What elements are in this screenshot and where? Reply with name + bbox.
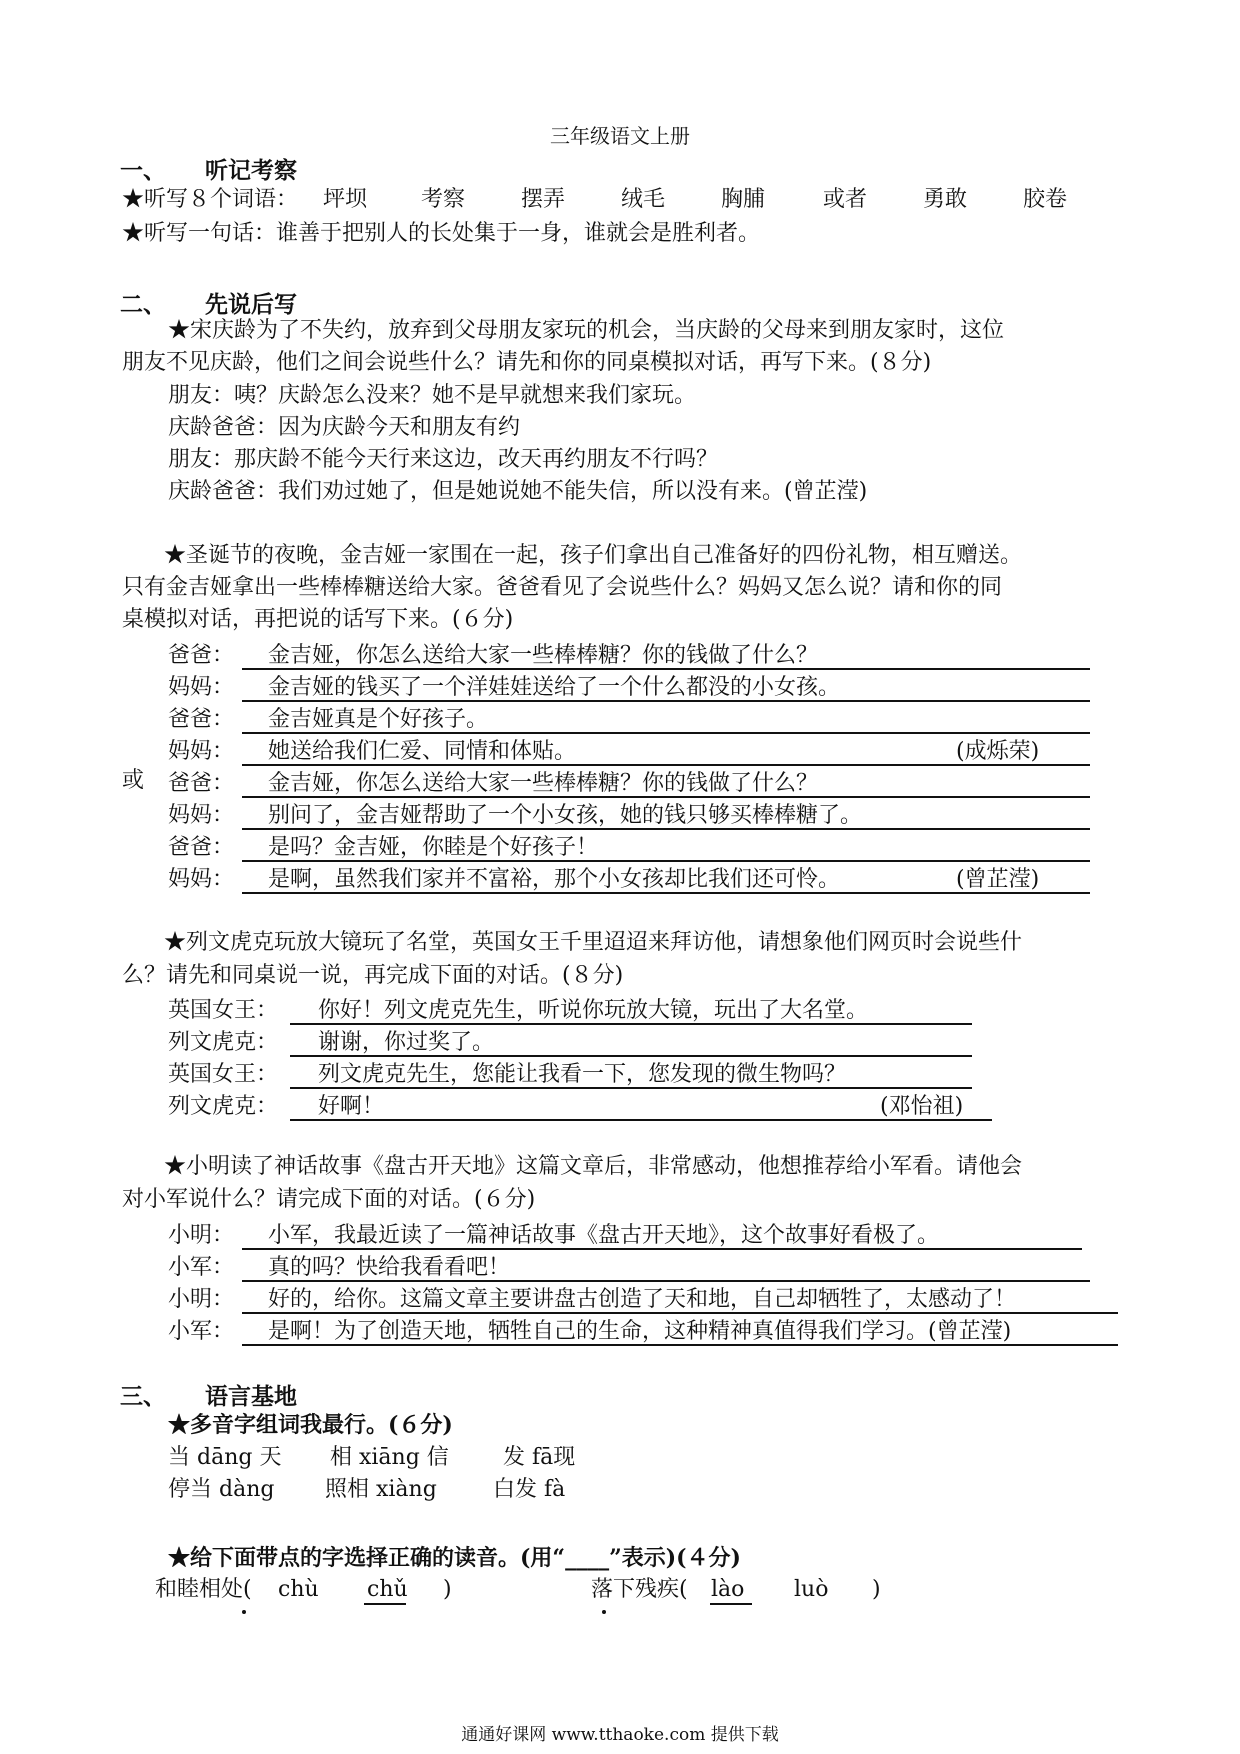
polyphone-6: 白发 fà: [493, 1477, 566, 1502]
dialogue-role: 爸爸：: [168, 771, 235, 796]
q3-prompt-line-1: ★列文虎克玩放大镜玩了名堂，英国女王千里迢迢来拜访他，请想象他们网页时会说些什: [164, 930, 1023, 955]
dialogue-role: 妈妈：: [168, 803, 235, 828]
dialogue-answer: 好的，给你。这篇文章主要讲盘古创造了天和地，自己却牺牲了，太感动了！: [268, 1287, 1017, 1312]
word-5: 胸脯: [721, 187, 766, 212]
emphasis-dot: [242, 1610, 246, 1614]
section-1-title: 听记考察: [205, 157, 297, 184]
dialogue-signature: (成烁荣): [956, 739, 1040, 764]
section-1-heading: [120, 152, 297, 185]
q2-prompt-line-3: 桌模拟对话，再把说的话写下来。(６分): [122, 607, 514, 632]
polyphone-2: 相 xiāng 信: [330, 1445, 449, 1470]
footer-credit: 通通好课网 www.tthaoke.com 提供下载: [461, 1725, 779, 1745]
reading-item-1-paren-open: (: [243, 1577, 252, 1602]
dialogue-role: 妈妈：: [168, 867, 235, 892]
q2-or-label: 或: [122, 768, 145, 793]
dialogue-role: 妈妈：: [168, 675, 235, 700]
reading-prompt: ★给下面带点的字选择正确的读音。(用“____”表示)(４分): [168, 1545, 741, 1571]
dialogue-answer: 是吗？金吉娅，你睦是个好孩子！: [268, 835, 599, 860]
q1-dialogue-3: 朋友：那庆龄不能今天行来这边，改天再约朋友不行吗？: [168, 447, 719, 472]
q4-prompt-line-2: 对小军说什么？请完成下面的对话。(６分): [122, 1187, 536, 1212]
section-3-number: 三、: [120, 1383, 166, 1410]
answer-line: [242, 892, 1090, 894]
q2-prompt-line-2: 只有金吉娅拿出一些棒棒糖送给大家。爸爸看见了会说些什么？妈妈又怎么说？请和你的同: [122, 575, 1003, 600]
q1-prompt-line-2: 朋友不见庆龄，他们之间会说些什么？请先和你的同桌模拟对话，再写下来。(８分): [122, 350, 932, 375]
reading-item-1-option-1: chù: [278, 1577, 319, 1602]
section-2-number: 二、: [120, 291, 166, 318]
section-2-heading: [120, 286, 297, 319]
word-6: 或者: [823, 187, 868, 212]
q1-dialogue-2: 庆龄爸爸：因为庆龄今天和朋友有约: [168, 415, 521, 440]
section-3-title: 语言基地: [205, 1383, 297, 1410]
page-title: 三年级语文上册: [550, 124, 690, 148]
polyphone-prompt: ★多音字组词我最行。(６分): [168, 1412, 453, 1438]
dialogue-role: 爸爸：: [168, 707, 235, 732]
dialogue-answer: 金吉娅的钱买了一个洋娃娃送给了一个什么都没的小女孩。: [268, 675, 841, 700]
word-1: 坪坝: [323, 187, 368, 212]
q1-prompt-line-1: ★宋庆龄为了不失约，放弃到父母朋友家玩的机会，当庆龄的父母来到朋友家时，这位: [168, 318, 1005, 343]
reading-item-2-paren-close: ): [872, 1577, 881, 1602]
answer-line: [242, 1344, 1118, 1346]
reading-item-1-paren-close: ): [443, 1577, 452, 1602]
word-3: 摆弄: [521, 187, 566, 212]
reading-item-2-word: 落下残疾: [591, 1577, 680, 1602]
dialogue-role: 列文虎克：: [168, 1094, 279, 1119]
q1-dialogue-4: 庆龄爸爸：我们劝过她了，但是她说她不能失信，所以没有来。(曾芷滢): [168, 479, 868, 504]
polyphone-3: 发 fā现: [503, 1445, 576, 1470]
dialogue-answer: 你好！列文虎克先生，听说你玩放大镜，玩出了大名堂。: [318, 998, 869, 1023]
polyphone-1: 当 dāng 天: [168, 1445, 282, 1470]
dialogue-role: 小军：: [168, 1255, 235, 1280]
dialogue-answer: 小军，我最近读了一篇神话故事《盘古开天地》，这个故事好看极了。: [268, 1223, 940, 1248]
dialogue-role: 小军：: [168, 1319, 235, 1344]
word-4: 绒毛: [621, 187, 666, 212]
dialogue-role: 英国女王：: [168, 998, 279, 1023]
reading-item-1-option-2: chǔ: [367, 1577, 408, 1602]
dialogue-answer: 金吉娅真是个好孩子。: [268, 707, 489, 732]
dialogue-role: 爸爸：: [168, 835, 235, 860]
section-2-title: 先说后写: [205, 291, 297, 318]
q2-prompt-line-1: ★圣诞节的夜晚，金吉娅一家围在一起，孩子们拿出自己准备好的四份礼物，相互赠送。: [164, 543, 1023, 568]
q3-prompt-line-2: 么？请先和同桌说一说，再完成下面的对话。(８分): [122, 963, 624, 988]
dictation-words-label: ★听写８个词语：: [122, 187, 299, 212]
dialogue-role: 列文虎克：: [168, 1030, 279, 1055]
reading-item-2-option-2: luò: [794, 1577, 829, 1602]
dictation-sentence: ★听写一句话：谁善于把别人的长处集于一身，谁就会是胜利者。: [122, 221, 761, 246]
answer-line: [290, 1087, 972, 1089]
dialogue-role: 爸爸：: [168, 643, 235, 668]
emphasis-dot: [602, 1610, 606, 1614]
dictation-words: [122, 185, 298, 215]
dialogue-signature: (曾芷滢): [956, 867, 1040, 892]
dialogue-role: 英国女王：: [168, 1062, 279, 1087]
dialogue-answer: 好啊！: [318, 1094, 385, 1119]
selected-underline: [710, 1603, 752, 1605]
word-7: 勇敢: [923, 187, 968, 212]
dialogue-role: 小明：: [168, 1287, 235, 1312]
polyphone-5: 照相 xiàng: [325, 1477, 437, 1502]
q4-prompt-line-1: ★小明读了神话故事《盘古开天地》这篇文章后，非常感动，他想推荐给小军看。请他会: [164, 1154, 1023, 1179]
dialogue-answer: 是啊！为了创造天地，牺牲自己的生命，这种精神真值得我们学习。(曾芷滢): [268, 1319, 1012, 1344]
reading-item-1-word: 和睦相处: [155, 1577, 244, 1602]
dialogue-answer: 谢谢，你过奖了。: [318, 1030, 495, 1055]
section-3-heading: [120, 1378, 297, 1411]
dialogue-answer: 列文虎克先生，您能让我看一下，您发现的微生物吗？: [318, 1062, 847, 1087]
dialogue-signature: (邓怡祖): [880, 1094, 964, 1119]
dialogue-answer: 别问了，金吉娅帮助了一个小女孩，她的钱只够买棒棒糖了。: [268, 803, 863, 828]
dialogue-answer: 真的吗？快给我看看吧！: [268, 1255, 511, 1280]
answer-line: [290, 1119, 992, 1121]
word-8: 胶卷: [1023, 187, 1068, 212]
reading-item-2-paren-open: (: [679, 1577, 688, 1602]
dialogue-answer: 她送给我们仁爱、同情和体贴。: [268, 739, 577, 764]
dialogue-role: 妈妈：: [168, 739, 235, 764]
selected-underline: [364, 1603, 406, 1605]
reading-item-2-option-1: lào: [711, 1577, 745, 1602]
word-2: 考察: [421, 187, 466, 212]
polyphone-4: 停当 dàng: [168, 1477, 275, 1502]
dialogue-role: 小明：: [168, 1223, 235, 1248]
dialogue-answer: 金吉娅，你怎么送给大家一些棒棒糖？你的钱做了什么？: [268, 771, 819, 796]
dialogue-answer: 是啊，虽然我们家并不富裕，那个小女孩却比我们还可怜。: [268, 867, 841, 892]
dialogue-answer: 金吉娅，你怎么送给大家一些棒棒糖？你的钱做了什么？: [268, 643, 819, 668]
q1-dialogue-1: 朋友：咦？庆龄怎么没来？她不是早就想来我们家玩。: [168, 383, 697, 408]
section-1-number: 一、: [120, 157, 166, 184]
